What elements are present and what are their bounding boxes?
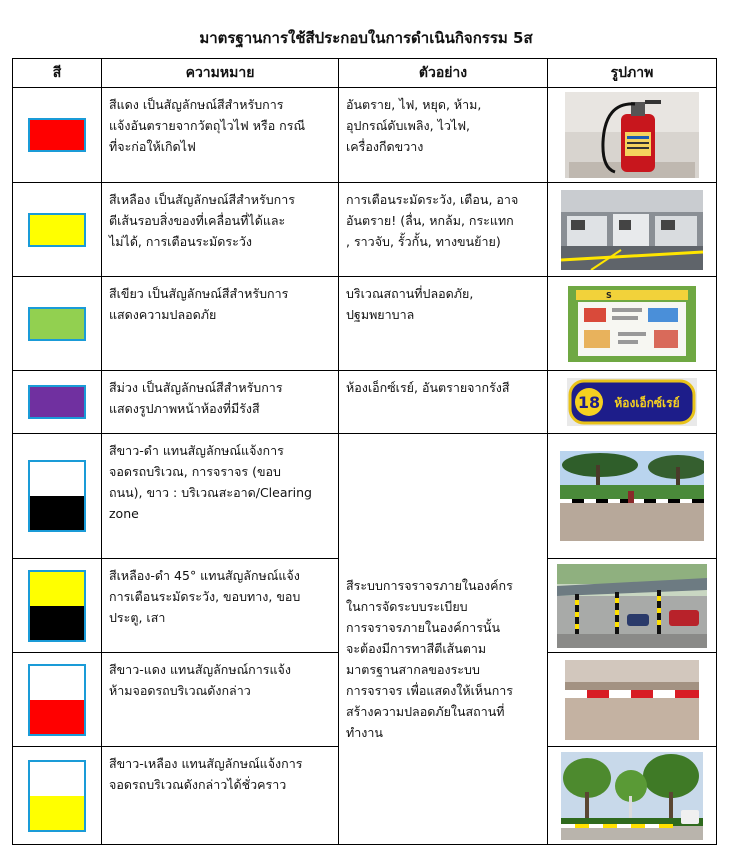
meaning-cell bbox=[102, 277, 339, 371]
text-line: ประตู, เสา bbox=[109, 610, 166, 625]
color-cell bbox=[13, 183, 102, 277]
text-line: สีเหลือง เป็นสัญลักษณ์สีสำหรับการ bbox=[109, 192, 295, 207]
example-cell bbox=[339, 183, 548, 277]
meaning-cell bbox=[102, 88, 339, 183]
table-row bbox=[13, 183, 717, 277]
header-example: ตัวอย่าง bbox=[339, 59, 548, 88]
text-line: สร้างความปลอดภัยในสถานที่ bbox=[346, 704, 505, 719]
xray-sign-photo bbox=[567, 378, 697, 426]
meaning-cell bbox=[102, 747, 339, 845]
text-line: , ราวจับ, รั้วกั้น, ทางขนย้าย) bbox=[346, 234, 501, 249]
purple-swatch bbox=[28, 385, 86, 419]
white-red-swatch bbox=[28, 664, 86, 736]
header-meaning: ความหมาย bbox=[102, 59, 339, 88]
text-line: เครื่องกีดขวาง bbox=[346, 139, 424, 154]
text-line: การเตือนระมัดระวัง, เตือน, อาจ bbox=[346, 192, 519, 207]
text-line: สีเหลือง-ดำ 45° แทนสัญลักษณ์แจ้ง bbox=[109, 568, 300, 583]
text-line: จอดรถบริเวณ, การจราจร (ขอบ bbox=[109, 464, 281, 479]
road-curb-photo bbox=[560, 451, 704, 541]
red-band bbox=[30, 700, 84, 734]
picture-cell bbox=[548, 183, 717, 277]
meaning-cell bbox=[102, 653, 339, 747]
picture-cell bbox=[548, 747, 717, 845]
meaning-cell bbox=[102, 183, 339, 277]
example-cell bbox=[339, 371, 548, 434]
text-line: สีขาว-ดำ แทนสัญลักษณ์แจ้งการ bbox=[109, 443, 284, 458]
picture-cell bbox=[548, 653, 717, 747]
white-band bbox=[30, 762, 84, 796]
first-aid-board-photo bbox=[568, 286, 696, 362]
text-line: สีม่วง เป็นสัญลักษณ์สีสำหรับการ bbox=[109, 380, 283, 395]
factory-machines-photo bbox=[561, 190, 703, 270]
text-line: จะต้องมีการทาสีตีเส้นตาม bbox=[346, 641, 487, 656]
text-line: ห้องเอ็กซ์เรย์, อันตรายจากรังสี bbox=[346, 380, 510, 395]
white-band bbox=[30, 462, 84, 496]
color-cell bbox=[13, 653, 102, 747]
text-line: สีระบบการจราจรภายในองค์กร bbox=[346, 578, 513, 593]
text-line: ปฐมพยาบาล bbox=[346, 307, 415, 322]
text-line: สีแดง เป็นสัญลักษณ์สีสำหรับการ bbox=[109, 97, 284, 112]
text-line: อันตราย! (ลื่น, หกล้ม, กระแทก bbox=[346, 213, 514, 228]
text-line: การจราจร เพื่อแสดงให้เห็นการ bbox=[346, 683, 513, 698]
text-line: บริเวณสถานที่ปลอดภัย, bbox=[346, 286, 474, 301]
text-line: zone bbox=[109, 506, 139, 521]
yellow-black-swatch bbox=[28, 570, 86, 642]
carport-posts-photo bbox=[557, 564, 707, 648]
header-row bbox=[13, 59, 717, 88]
text-line: ถนน), ขาว : บริเวณสะอาด/Clearing bbox=[109, 485, 312, 500]
text-line: สีขาว-แดง แทนสัญลักษณ์การแจ้ง bbox=[109, 662, 291, 677]
text-line: ตีเส้นรอบสิ่งของที่เคลื่อนที่ได้และ bbox=[109, 213, 286, 228]
text-line: ทำงาน bbox=[346, 725, 383, 740]
trees-parking-photo bbox=[561, 752, 703, 840]
board-label: S bbox=[606, 290, 612, 300]
color-cell bbox=[13, 88, 102, 183]
red-white-curb-photo bbox=[565, 660, 699, 740]
white-black-swatch bbox=[28, 460, 86, 532]
header-picture: รูปภาพ bbox=[548, 59, 717, 88]
text-line: อุปกรณ์ดับเพลิง, ไวไฟ, bbox=[346, 118, 471, 133]
picture-cell bbox=[548, 88, 717, 183]
text-line: มาตรฐานสากลของระบบ bbox=[346, 662, 480, 677]
meaning-cell bbox=[102, 559, 339, 653]
color-cell bbox=[13, 277, 102, 371]
yellow-swatch bbox=[28, 213, 86, 247]
merged-example-cell bbox=[339, 434, 548, 845]
text-line: อันตราย, ไฟ, หยุด, ห้าม, bbox=[346, 97, 482, 112]
white-yellow-swatch bbox=[28, 760, 86, 832]
page-title: มาตรฐานการใช้สีประกอบในการดำเนินกิจกรรม 5ส bbox=[199, 29, 533, 47]
sign-text: ห้องเอ็กซ์เรย์ bbox=[614, 396, 680, 410]
color-cell bbox=[13, 747, 102, 845]
meaning-cell bbox=[102, 371, 339, 434]
text-line: การจราจรภายในองค์การนั้น bbox=[346, 620, 500, 635]
text-line: ห้ามจอดรถบริเวณดังกล่าว bbox=[109, 683, 251, 698]
text-line: ไม่ได้, การเตือนระมัดระวัง bbox=[109, 234, 252, 249]
header-color: สี bbox=[13, 59, 102, 88]
text-line: สีขาว-เหลือง แทนสัญลักษณ์แจ้งการ bbox=[109, 756, 303, 771]
text-line: แจ้งอันตรายจากวัตถุไวไฟ หรือ กรณี bbox=[109, 118, 306, 133]
yellow-band bbox=[30, 796, 84, 830]
sign-number: 18 bbox=[577, 393, 601, 412]
table-row bbox=[13, 434, 717, 559]
black-band bbox=[30, 606, 84, 640]
text-line: สีเขียว เป็นสัญลักษณ์สีสำหรับการ bbox=[109, 286, 289, 301]
meaning-cell bbox=[102, 434, 339, 559]
example-cell bbox=[339, 277, 548, 371]
text-line: แสดงความปลอดภัย bbox=[109, 307, 217, 322]
table-row bbox=[13, 371, 717, 434]
green-swatch bbox=[28, 307, 86, 341]
fire-extinguisher-photo bbox=[565, 92, 699, 178]
color-cell bbox=[13, 559, 102, 653]
text-line: การเตือนระมัดระวัง, ขอบทาง, ขอบ bbox=[109, 589, 301, 604]
text-line: จอดรถบริเวณดังกล่าวได้ชั่วคราว bbox=[109, 777, 287, 792]
color-cell bbox=[13, 434, 102, 559]
white-band bbox=[30, 666, 84, 700]
red-swatch bbox=[28, 118, 86, 152]
picture-cell bbox=[548, 559, 717, 653]
text-line: แสดงรูปภาพหน้าห้องที่มีรังสี bbox=[109, 401, 260, 416]
picture-cell bbox=[548, 277, 717, 371]
text-line: ในการจัดระบบระเบียบ bbox=[346, 599, 468, 614]
picture-cell bbox=[548, 371, 717, 434]
table-row bbox=[13, 88, 717, 183]
yellow-band bbox=[30, 572, 84, 606]
table-row bbox=[13, 277, 717, 371]
color-standard-table bbox=[12, 58, 717, 845]
black-band bbox=[30, 496, 84, 530]
picture-cell bbox=[548, 434, 717, 559]
text-line: ที่จะก่อให้เกิดไฟ bbox=[109, 139, 196, 154]
example-cell bbox=[339, 88, 548, 183]
color-cell bbox=[13, 371, 102, 434]
